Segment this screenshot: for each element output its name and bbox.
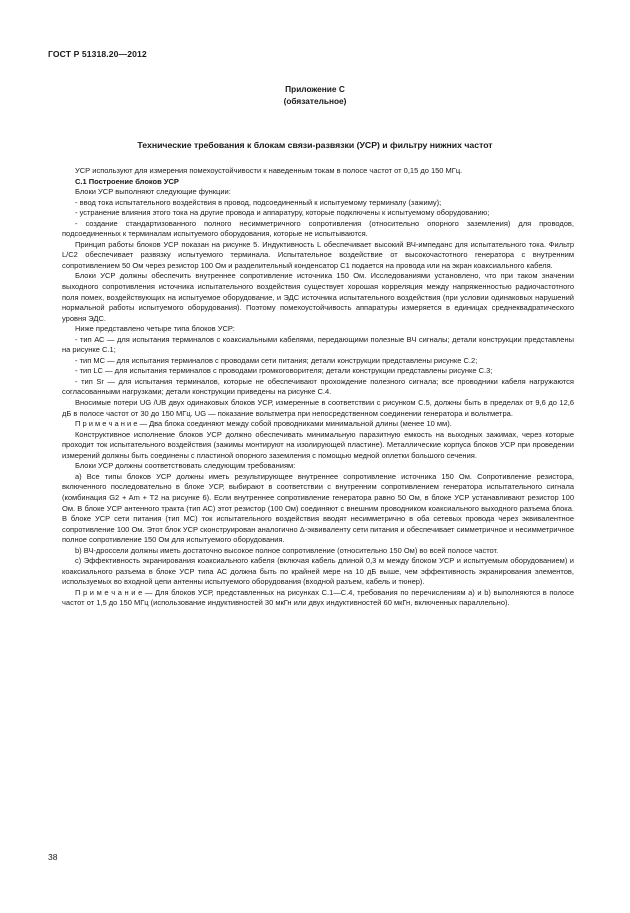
body-paragraph: а) Все типы блоков УСР должны иметь результирующее внутреннее сопротивление источника 150 Ом. Сопротивление резистора, включенного последовательно в блоке УСР, выбирают в соответствии с внутренним сопротивлением генератора испытательного сигнала (комбинация G2 + Am + T2 на рисунке 6). Если внутреннее сопротивление генератора равно 50 Ом, в блоке УСР устанавливают резистор 100 Ом. В блоке УСР антенного тракта (тип АС) этот резистор (100 Ом) соединяют с внешним проводником коаксиального выходного разъема блока. В блоке УСР сети питания (тип МС) ток испытательного воздействия вводят несимметрично в оба сетевых провода через эквивалентное сопротивление 100 Ом. Этот блок УСР сконструирован аналогично Δ-эквиваленту сети питания и обеспечивает симметричное и несимметричное полное сопротивление 150 Ом для испытуемого оборудования. <box>62 471 574 545</box>
appendix-status: (обязательное) <box>283 95 347 106</box>
body-paragraph: Блоки УСР должны обеспечить внутреннее сопротивление источника 150 Ом. Исследованиями установлено, что при таком значении выходного сопротивления источника испытательного воздействия существует хорошая корреляция между напряженностью радиочастотного поля помех, воздействующих на испытуемое оборудование, и ЭДС источника испытательного воздействия (при условии одинаковых нарушений нормальной работы испытуемого оборудования). Поэтому помехоустойчивость аппаратуры измеряется в единицах среднеквадратического уровня ЭДС. <box>62 271 574 323</box>
body-paragraph: с) Эффективность экранирования коаксиального кабеля (включая кабель длиной 0,3 м между блоком УСР и испытуемым оборудованием) и коаксиального разъема в блоке УСР типа АС должна быть по крайней мере на 10 дБ выше, чем эффективность экранирования элементов, используемых во входной цепи антенны испытуемого оборудования (входной разъем, кабель и тюнер). <box>62 556 574 587</box>
body-paragraph: П р и м е ч а н и е — Для блоков УСР, представленных на рисунках С.1—С.4, требования по перечислениям а) и b) выполняются в полосе частот от 1,5 до 150 МГц (использование индуктивностей 30 мкГн или двух индуктивностей 60 мкГн, включенных параллельно). <box>62 587 574 608</box>
subsection-heading: С.1 Построение блоков УСР <box>75 176 179 186</box>
appendix-heading <box>0 84 630 107</box>
section-title: Технические требования к блокам связи-развязки (УСР) и фильтру нижних частот <box>137 140 493 150</box>
document-body <box>62 166 574 609</box>
body-paragraph: П р и м е ч а н и е — Два блока соединяют между собой проводниками минимальной длины (менее 10 мм). <box>75 419 452 429</box>
standard-header: ГОСТ Р 51318.20—2012 <box>48 49 147 59</box>
body-paragraph: - тип АС — для испытания терминалов с коаксиальными кабелями, передающими полезные ВЧ сигналы; детали конструкции представлены на рисунке С.1; <box>62 334 574 355</box>
body-paragraph: Вносимые потери UG /UB двух одинаковых блоков УСР, измеренные в соответствии с рисунком С.5, должны быть в пределах от 9,6 до 12,6 дБ в полосе частот от 30 до 150 МГц. UG — показание вольтметра при непосредственном соединении генератора и вольтметра. <box>62 398 574 418</box>
body-paragraph: Принцип работы блоков УСР показан на рисунке 5. Индуктивность L обеспечивает высокий ВЧ-импеданс для испытательного тока. Фильтр L/C2 обеспечивает развязку испытуемого терминала. Испытательное воздействие от высокочастотного генератора с внутренним сопротивлением 50 Ом через резистор 100 Ом и разделительный конденсатор C1 подается на провода или на экран коаксиального кабеля. <box>62 239 574 270</box>
body-paragraph: - тип МС — для испытания терминалов с проводами сети питания; детали конструкции представлены рисунке С.2; <box>75 355 478 365</box>
body-paragraph: Блоки УСР должны соответствовать следующим требованиям: <box>75 461 296 471</box>
body-paragraph: - тип Sr — для испытания терминалов, которые не обеспечивают прохождение полезного сигнала; все проводники кабеля нагружаются согласованными нагрузками; детали конструкции приведены на рисунке С.4. <box>62 376 574 397</box>
body-paragraph: - устранение влияния этого тока на другие провода и аппаратуру, которые подключены к испытуемому оборудованию; <box>75 208 490 218</box>
body-paragraph: b) ВЧ-дроссели должны иметь достаточно высокое полное сопротивление (относительно 150 Ом) во всей полосе частот. <box>75 545 499 555</box>
body-paragraph: - тип LC — для испытания терминалов с проводами громкоговорителя; детали конструкции представлены рисунке С.3; <box>75 366 493 376</box>
body-paragraph: - создание стандартизованного полного несимметричного сопротивления (относительно опорного заземления) для проводов, подсоединенных к терминалам испытуемого оборудования, которые не испытываются. <box>62 218 574 239</box>
body-paragraph: Конструктивное исполнение блоков УСР должно обеспечивать минимальную паразитную емкость на выходных зажимах, через которые проходит ток испытательного воздействия (зажимы монтируют на изолирующей пластине). Металлические корпуса блоков УСР при проведении измерений должны быть соединены с пластиной опорного заземления с помощью медной оплетки большого сечения. <box>62 429 574 460</box>
appendix-title: Приложение С <box>285 84 345 94</box>
body-paragraph: УСР используют для измерения помехоустойчивости к наведенным токам в полосе частот от 0,15 до 150 МГц. <box>75 166 463 175</box>
body-paragraph: Ниже представлено четыре типа блоков УСР: <box>75 324 235 334</box>
body-paragraph: Блоки УСР выполняют следующие функции: <box>75 187 231 197</box>
page-number: 38 <box>48 852 58 862</box>
body-paragraph: - ввод тока испытательного воздействия в провод, подсоединенный к испытуемому терминалу (зажиму); <box>75 197 442 207</box>
